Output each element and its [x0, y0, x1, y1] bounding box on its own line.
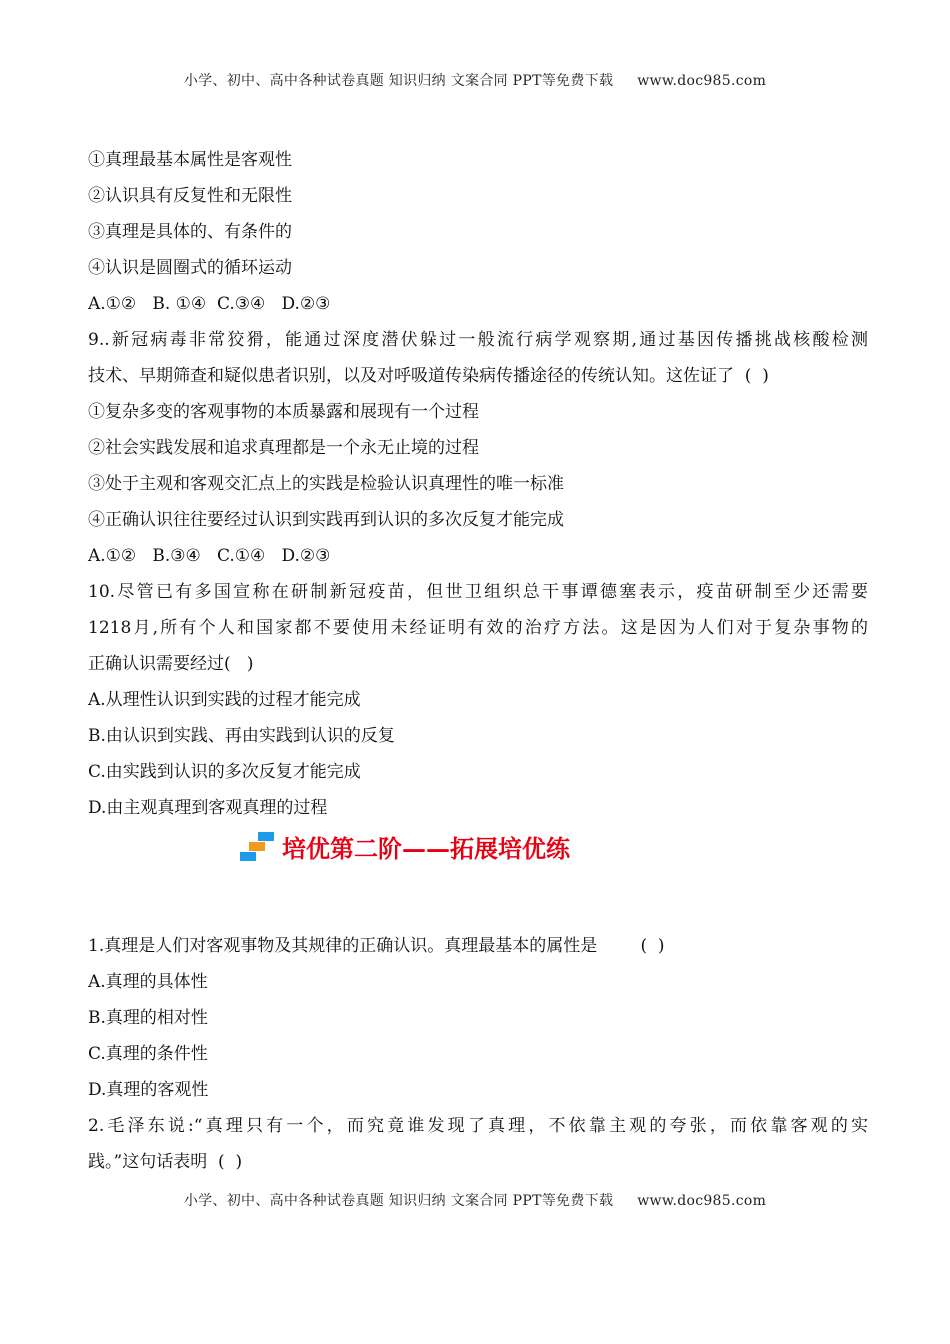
q10-stem-line-3: 正确认识需要经过( ): [88, 654, 254, 674]
p1-option-a: A.真理的具体性: [88, 972, 208, 992]
q9-option-4: ④正确认识往往要经过认识到实践再到认识的多次反复才能完成: [88, 510, 564, 530]
section-heading: [88, 828, 868, 880]
block-mid-orange: [249, 842, 265, 851]
q9-choices: A.①② B.③④ C.①④ D.②③: [88, 546, 331, 566]
block-top-blue: [258, 832, 274, 841]
footer-text: 小学、初中、高中各种试卷真题 知识归纳 文案合同 PPT等免费下载: [183, 1193, 614, 1209]
q9-stem-line-2: 技术、早期筛查和疑似患者识别，以及对呼吸道传染病传播途径的传统认知。这佐证了 ( ): [88, 366, 769, 386]
section-title-text: 培优第二阶——拓展培优练: [282, 834, 570, 863]
p2-stem-line-2: 践。”这句话表明 ( ): [88, 1152, 243, 1172]
page-footer: [0, 1190, 950, 1210]
stacked-blocks-icon: [240, 832, 276, 866]
q8-option-1: ①真理最基本属性是客观性: [88, 150, 292, 170]
page-header: [0, 70, 950, 90]
p1-option-b: B.真理的相对性: [88, 1008, 208, 1028]
block-bottom-blue: [240, 852, 256, 861]
q8-choices: A.①② B. ①④ C.③④ D.②③: [88, 294, 331, 314]
header-url: www.doc985.com: [637, 73, 767, 89]
p2-stem-line-1: 2.毛泽东说:“真理只有一个，而究竟谁发现了真理，不依靠主观的夸张，而依靠客观的实: [88, 1116, 868, 1136]
p1-option-c: C.真理的条件性: [88, 1044, 208, 1064]
header-text: 小学、初中、高中各种试卷真题 知识归纳 文案合同 PPT等免费下载: [183, 73, 614, 89]
p1-option-d: D.真理的客观性: [88, 1080, 209, 1100]
q10-stem-line-2: 1218月,所有个人和国家都不要使用未经证明有效的治疗方法。这是因为人们对于复杂事物的: [88, 618, 868, 638]
q10-option-c: C.由实践到认识的多次反复才能完成: [88, 762, 361, 782]
q9-option-2: ②社会实践发展和追求真理都是一个永无止境的过程: [88, 438, 479, 458]
p1-stem: 1.真理是人们对客观事物及其规律的正确认识。真理最基本的属性是 ( ): [88, 936, 665, 956]
q9-stem-line-1: 9..新冠病毒非常狡猾，能通过深度潜伏躲过一般流行病学观察期,通过基因传播挑战核酸检测: [88, 330, 868, 350]
q10-option-a: A.从理性认识到实践的过程才能完成: [88, 690, 361, 710]
q8-option-3: ③真理是具体的、有条件的: [88, 222, 292, 242]
q9-option-3: ③处于主观和客观交汇点上的实践是检验认识真理性的唯一标准: [88, 474, 564, 494]
q9-option-1: ①复杂多变的客观事物的本质暴露和展现有一个过程: [88, 402, 479, 422]
footer-url: www.doc985.com: [637, 1193, 767, 1209]
document-body: [88, 142, 868, 1180]
q8-option-4: ④认识是圆圈式的循环运动: [88, 258, 292, 278]
q8-option-2: ②认识具有反复性和无限性: [88, 186, 292, 206]
q10-option-b: B.由认识到实践、再由实践到认识的反复: [88, 726, 395, 746]
q10-option-d: D.由主观真理到客观真理的过程: [88, 798, 328, 818]
q10-stem-line-1: 10.尽管已有多国宣称在研制新冠疫苗，但世卫组织总干事谭德塞表示，疫苗研制至少还需要: [88, 582, 868, 602]
